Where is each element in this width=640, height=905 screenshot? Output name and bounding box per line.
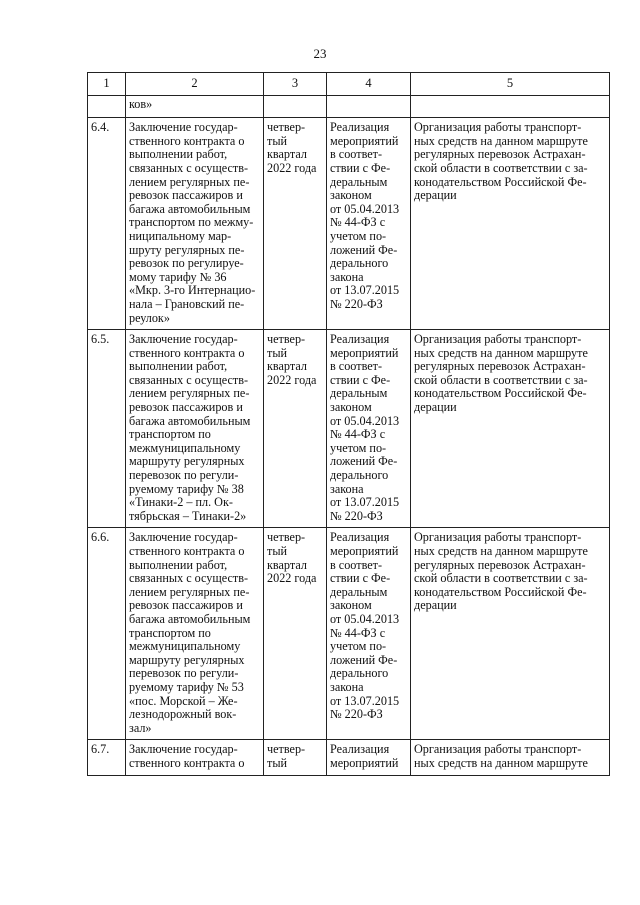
description-cell <box>126 118 264 330</box>
deadline-cell <box>264 740 327 775</box>
deadline-line: четвер- <box>267 120 306 135</box>
result-line: ской области в соответствии с за- <box>414 571 588 586</box>
basis-line: закона <box>330 679 364 694</box>
description-line: нала – Грановский пе- <box>129 296 245 311</box>
continuation-empty-cell <box>411 95 610 118</box>
result-line: Организация работы транспорт- <box>414 120 582 135</box>
description-line: ревозок пассажиров и <box>129 598 243 613</box>
description-line: мому тарифу № 36 <box>129 269 227 284</box>
description-line: выполнении работ, <box>129 557 228 572</box>
deadline-line: 2022 года <box>267 160 317 175</box>
result-line: Организация работы транспорт- <box>414 332 582 347</box>
result-line: дерации <box>414 188 457 203</box>
deadline-line: тый <box>267 345 288 360</box>
description-line: лезнодорожный вок- <box>129 707 237 722</box>
table-row <box>88 740 610 775</box>
row-number: 6.4. <box>88 118 126 330</box>
basis-line: мероприятий <box>330 544 399 558</box>
description-line: связанных с осуществ- <box>129 160 249 175</box>
description-line: Заключение государ- <box>129 332 238 347</box>
description-line: маршруту регулярных <box>129 652 245 667</box>
description-line: ственного контракта о <box>129 544 245 558</box>
deadline-line: четвер- <box>267 530 306 545</box>
result-line: дерации <box>414 400 457 415</box>
basis-line: № 44-ФЗ с <box>330 625 386 640</box>
description-line: ревозок по регулируе- <box>129 256 244 271</box>
basis-line: № 220-ФЗ <box>330 508 383 523</box>
header-cell-5: 5 <box>411 73 610 96</box>
basis-line: № 220-ФЗ <box>330 707 383 722</box>
description-line: межмуниципальному <box>129 440 241 455</box>
deadline-cell <box>264 528 327 740</box>
basis-line: № 44-ФЗ с <box>330 215 386 230</box>
basis-line: ложений Фе- <box>330 454 398 469</box>
basis-line: в соответ- <box>330 557 383 572</box>
deadline-cell <box>264 118 327 330</box>
description-line: ственного контракта о <box>129 755 245 770</box>
table-row <box>88 118 610 330</box>
description-cell <box>126 528 264 740</box>
deadline-line: квартал <box>267 147 307 162</box>
description-line: багажа автомобильным <box>129 611 251 626</box>
result-line: ных средств на данном маршруте <box>414 544 588 558</box>
basis-line: дерального <box>330 666 389 681</box>
result-line: ных средств на данном маршруте <box>414 133 588 148</box>
result-line: ской области в соответствии с за- <box>414 372 588 387</box>
description-line: лением регулярных пе- <box>129 386 250 401</box>
basis-cell <box>327 528 411 740</box>
basis-line: ствии с Фе- <box>330 571 391 586</box>
basis-cell <box>327 740 411 775</box>
table-row <box>88 330 610 528</box>
result-line: Организация работы транспорт- <box>414 530 582 545</box>
result-line: регулярных перевозок Астрахан- <box>414 557 586 572</box>
deadline-line: тый <box>267 755 288 770</box>
deadline-line: квартал <box>267 557 307 572</box>
description-line: лением регулярных пе- <box>129 174 250 189</box>
result-line: конодательством Российской Фе- <box>414 386 587 401</box>
basis-line: ложений Фе- <box>330 242 398 257</box>
deadline-line: четвер- <box>267 332 306 347</box>
basis-line: закона <box>330 481 364 496</box>
basis-line: № 44-ФЗ с <box>330 427 386 442</box>
basis-line: ствии с Фе- <box>330 372 391 387</box>
basis-line: от 05.04.2013 <box>330 611 400 626</box>
basis-line: законом <box>330 598 372 613</box>
description-line: Заключение государ- <box>129 742 238 757</box>
continuation-empty-cell <box>264 95 327 118</box>
deadline-line: 2022 года <box>267 571 317 586</box>
basis-line: деральным <box>330 174 388 189</box>
header-cell-3: 3 <box>264 73 327 96</box>
basis-cell <box>327 118 411 330</box>
result-line: Организация работы транспорт- <box>414 742 582 757</box>
deadline-line: тый <box>267 133 288 148</box>
basis-line: мероприятий <box>330 133 399 148</box>
description-line: выполнении работ, <box>129 147 228 162</box>
header-cell-1: 1 <box>88 73 126 96</box>
basis-line: законом <box>330 400 372 415</box>
description-line: связанных с осуществ- <box>129 372 249 387</box>
row-number: 6.7. <box>88 740 126 775</box>
basis-line: в соответ- <box>330 147 383 162</box>
basis-line: учетом по- <box>330 228 387 243</box>
header-row <box>88 73 610 96</box>
result-line: ской области в соответствии с за- <box>414 160 588 175</box>
continuation-row <box>88 95 610 118</box>
deadline-line: тый <box>267 544 288 558</box>
basis-line: деральным <box>330 584 388 599</box>
description-line: транспортом по <box>129 625 211 640</box>
continuation-empty-cell <box>327 95 411 118</box>
basis-line: Реализация <box>330 120 390 135</box>
basis-line: закона <box>330 269 364 284</box>
description-line: ственного контракта о <box>129 133 245 148</box>
basis-line: ствии с Фе- <box>330 160 391 175</box>
row-number: 6.6. <box>88 528 126 740</box>
header-cell-4: 4 <box>327 73 411 96</box>
measures-table <box>87 72 610 776</box>
basis-line: мероприятий <box>330 345 399 360</box>
description-cell <box>126 740 264 775</box>
table-row <box>88 528 610 740</box>
description-cell <box>126 330 264 528</box>
continuation-text-cell: ков» <box>126 95 264 118</box>
description-line: «Тинаки-2 – пл. Ок- <box>129 495 233 510</box>
description-line: транспортом по межму- <box>129 215 254 230</box>
basis-line: от 13.07.2015 <box>330 283 400 298</box>
result-line: регулярных перевозок Астрахан- <box>414 147 586 162</box>
description-line: реулок» <box>129 310 170 325</box>
description-line: межмуниципальному <box>129 639 241 654</box>
basis-line: Реализация <box>330 530 390 545</box>
basis-line: дерального <box>330 468 389 483</box>
description-line: ревозок пассажиров и <box>129 400 243 415</box>
description-line: лением регулярных пе- <box>129 584 250 599</box>
header-cell-2: 2 <box>126 73 264 96</box>
description-line: перевозок по регули- <box>129 666 239 681</box>
basis-line: учетом по- <box>330 440 387 455</box>
basis-line: в соответ- <box>330 359 383 374</box>
basis-line: от 13.07.2015 <box>330 693 400 708</box>
basis-line: учетом по- <box>330 639 387 654</box>
result-cell <box>411 740 610 775</box>
basis-line: законом <box>330 188 372 203</box>
result-line: регулярных перевозок Астрахан- <box>414 359 586 374</box>
basis-line: Реализация <box>330 742 390 757</box>
result-cell <box>411 330 610 528</box>
description-line: багажа автомобильным <box>129 201 251 216</box>
description-line: руемому тарифу № 53 <box>129 679 244 694</box>
description-line: Заключение государ- <box>129 120 238 135</box>
result-line: ных средств на данном маршруте <box>414 345 588 360</box>
description-line: ственного контракта о <box>129 345 245 360</box>
result-line: ных средств на данном маршруте <box>414 755 588 770</box>
description-line: руемому тарифу № 38 <box>129 481 244 496</box>
description-line: Заключение государ- <box>129 530 238 545</box>
result-line: конодательством Российской Фе- <box>414 174 587 189</box>
description-line: багажа автомобильным <box>129 413 251 428</box>
deadline-line: квартал <box>267 359 307 374</box>
deadline-line: 2022 года <box>267 372 317 387</box>
description-line: выполнении работ, <box>129 359 228 374</box>
deadline-cell <box>264 330 327 528</box>
basis-line: Реализация <box>330 332 390 347</box>
deadline-line: четвер- <box>267 742 306 757</box>
result-line: дерации <box>414 598 457 613</box>
description-line: транспортом по <box>129 427 211 442</box>
description-line: маршруту регулярных <box>129 454 245 469</box>
basis-line: от 13.07.2015 <box>330 495 400 510</box>
result-line: конодательством Российской Фе- <box>414 584 587 599</box>
basis-line: ложений Фе- <box>330 652 398 667</box>
continuation-num-cell <box>88 95 126 118</box>
basis-line: от 05.04.2013 <box>330 413 400 428</box>
result-cell <box>411 528 610 740</box>
basis-line: дерального <box>330 256 389 271</box>
description-line: перевозок по регули- <box>129 468 239 483</box>
page-number: 23 <box>313 46 327 61</box>
basis-line: деральным <box>330 386 388 401</box>
description-line: шруту регулярных пе- <box>129 242 245 257</box>
basis-line: от 05.04.2013 <box>330 201 400 216</box>
basis-cell <box>327 330 411 528</box>
row-number: 6.5. <box>88 330 126 528</box>
description-line: тябрьская – Тинаки-2» <box>129 508 247 523</box>
basis-line: мероприятий <box>330 755 399 770</box>
result-cell <box>411 118 610 330</box>
description-line: зал» <box>129 720 152 735</box>
description-line: связанных с осуществ- <box>129 571 249 586</box>
description-line: «Мкр. 3-го Интернацио- <box>129 283 256 298</box>
basis-line: № 220-ФЗ <box>330 296 383 311</box>
description-line: ниципальному мар- <box>129 228 232 243</box>
description-line: ревозок пассажиров и <box>129 188 243 203</box>
description-line: «пос. Морской – Же- <box>129 693 238 708</box>
